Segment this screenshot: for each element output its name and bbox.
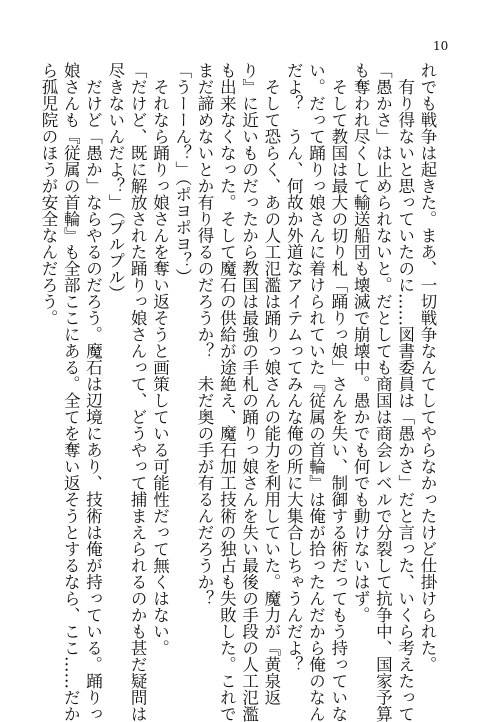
text-line: ら孤児院のほうが安全なんだろう。 [38, 62, 58, 326]
page-number: 10 [433, 39, 449, 53]
text-line: い。だって踊りっ娘さんに着けられていた『従属の首輪』は俺が拾ったんだから俺のなん [306, 62, 326, 722]
text-line: まだ諦めないとか有り得るのだろうか？ 未だ奥の手が有るんだろうか？ [195, 62, 215, 607]
text-line: それなら踊りっ娘さんを奪い返そうと画策している可能性だって無くはない。 [150, 62, 170, 656]
text-line: 「愚かさ」は止められないと。だとしても商国は商会レベルで分裂して抗争中、国家予算 [373, 62, 393, 722]
text-line: 娘さんも『従属の首輪』も全部ここにある。全てを奪い返そうとするなら、ここ……だか [61, 62, 81, 722]
text-line: も奪われ尽くして輸送船団も壊滅で崩壊中。愚かでも何でも動けないはず。 [351, 62, 371, 623]
text-line: 有り得ないと思っていたのに……図書委員は「愚かさ」だと言った、いくら考えたって [395, 62, 415, 722]
text-line: り』に近いものだったから教国は最強の手札の踊りっ娘さんを失い最後の手段の人工氾濫 [239, 62, 259, 722]
text-line: そして教国は最大の切り札「踊りっ娘」さんを失い、制御する術だってもう持っていな [328, 62, 348, 722]
text-line: も出来なくなった。そして魔石の供給が途絶え、魔石加工技術の独占も失敗した。これで [217, 62, 237, 722]
text-line: だよ？ うん、何故か外道なアイテムってみんな俺の所に大集合しちゃうんだよ？ [284, 62, 304, 673]
vertical-text-body [38, 62, 438, 722]
text-line: そして恐らく、あの人工氾濫は踊りっ娘さんの能力を利用していた。魔力が『黄泉返 [261, 62, 281, 706]
text-line: だけど「愚か」ならやるのだろう。魔石は辺境にあり、技術は俺が持っている。踊りっ [83, 62, 103, 722]
text-line: 「うーーん？」（ポヨポヨ？） [172, 62, 192, 285]
text-line: 尽きないんだよ？」（プルプル） [105, 62, 125, 302]
text-line: 「だけど、既に解放された踊りっ娘さんって、どうやって捕まえられるのかも甚だ疑問は [128, 62, 148, 722]
text-line: れでも戦争は起きた。まあ、一切戦争なんてしてやらなかったけど仕掛けられた。 [418, 62, 437, 673]
